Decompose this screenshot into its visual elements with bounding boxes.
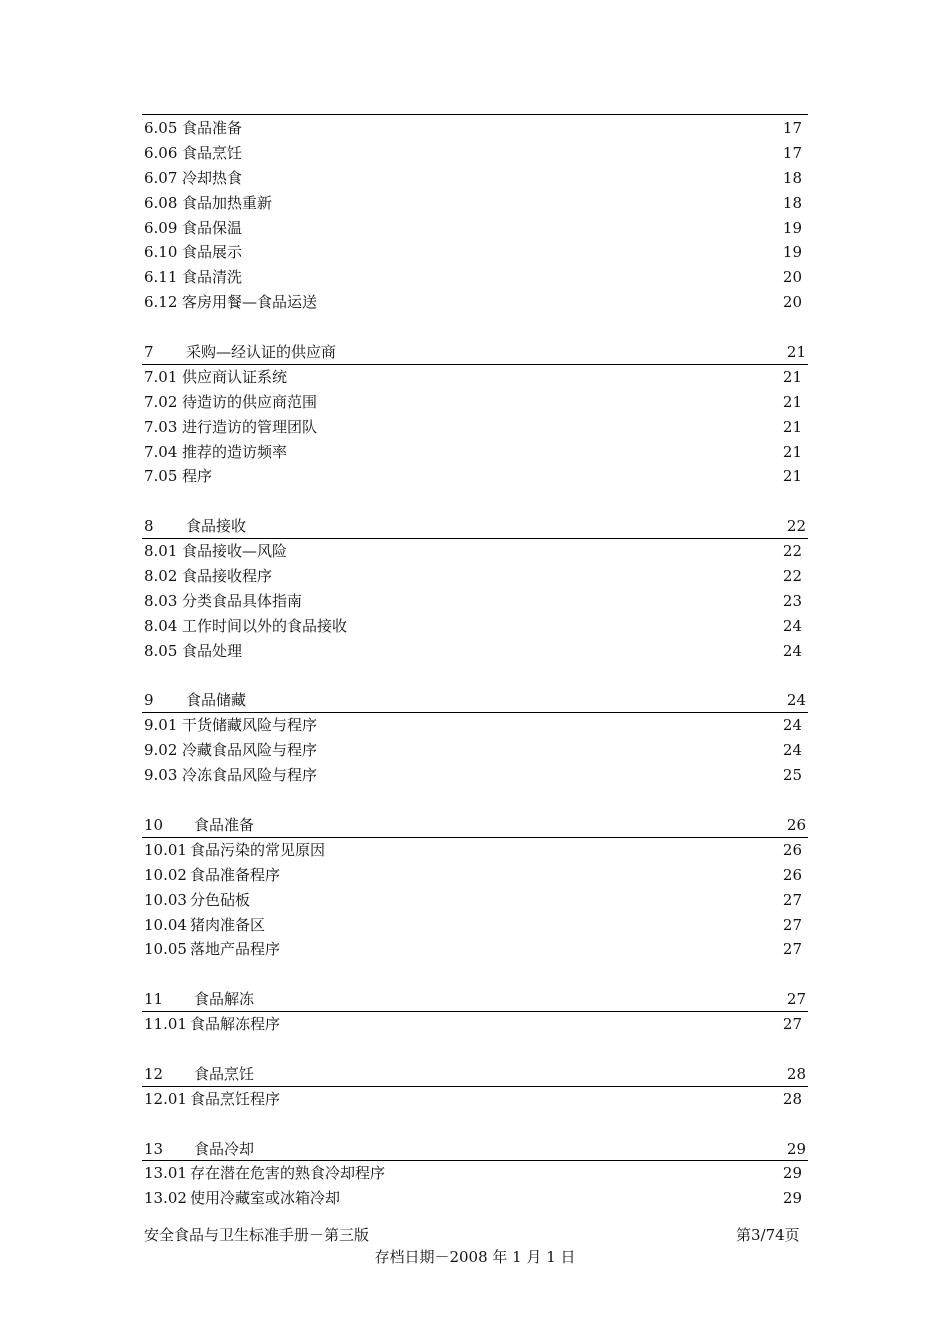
toc-title: 食品污染的常见原因 [190,840,326,859]
toc-page-number: 22 [782,542,802,561]
toc-section-row [142,987,808,1012]
toc-page-number: 21 [782,442,802,461]
toc-title: 食品烹饪程序 [190,1089,281,1108]
toc-number: 6.05 [144,119,178,137]
toc-number: 8.01 [144,542,178,561]
footer-page-number: 第3/74页 [736,1226,800,1244]
toc-section-row [142,340,808,365]
toc-page-number: 19 [782,218,802,237]
toc-number: 9.02 [144,741,178,760]
toc-page-number: 24 [782,741,802,760]
toc-page-number: 18 [782,168,802,187]
toc-section-row [142,688,808,713]
toc-title: 食品接收—风险 [182,542,288,561]
toc-title: 冷却热食 [182,168,243,187]
toc-title: 食品接收 [186,517,247,536]
toc-page-number: 29 [782,1189,802,1208]
toc-entry-row [142,216,808,241]
toc-title: 存在潜在危害的熟食冷却程序 [190,1164,386,1183]
toc-number: 8 [144,517,154,536]
toc-number: 12 [144,1064,164,1083]
toc-page-number: 23 [782,591,802,610]
toc-entry-row [142,589,808,614]
toc-entry-row [142,863,808,888]
toc-entry-row [142,888,808,913]
toc-title: 使用冷藏室或冰箱冷却 [190,1189,341,1208]
toc-section-row [142,1137,808,1162]
toc-entry-row [142,440,808,465]
toc-page-number: 27 [786,990,806,1009]
toc-entry-row [142,838,808,863]
toc-page-number: 21 [782,367,802,386]
toc-title: 分类食品具体指南 [182,591,303,610]
toc-title: 分色砧板 [190,890,251,909]
toc-entry-row [142,390,808,415]
toc-title: 食品加热重新 [182,193,273,212]
toc-page-number: 21 [782,392,802,411]
toc-title: 干货储藏风险与程序 [182,716,318,735]
toc-title: 供应商认证系统 [182,367,288,386]
toc-number: 12.01 [144,1089,187,1108]
toc-page-number: 17 [782,143,802,162]
toc-title: 食品接收程序 [182,567,273,586]
toc-title: 采购—经认证的供应商 [186,343,337,362]
toc-entry-row [142,713,808,738]
toc-page-number: 24 [782,716,802,735]
toc-title: 冷藏食品风险与程序 [182,741,318,760]
toc-entry-row [142,913,808,938]
toc-page-number: 25 [782,766,802,785]
toc-number: 9.03 [144,766,178,785]
toc-title: 食品解冻 [194,990,255,1009]
toc-title: 食品储藏 [186,691,247,710]
toc-number: 9 [144,691,154,710]
toc-entry-row [142,240,808,265]
toc-page-number: 22 [786,517,806,536]
toc-spacer [142,315,808,340]
toc-title: 食品解冻程序 [190,1015,281,1034]
toc-page-number: 17 [782,119,802,137]
toc-number: 7.03 [144,417,178,436]
toc-page-number: 20 [782,293,802,312]
toc-title: 推荐的造访频率 [182,442,288,461]
toc-title: 待造访的供应商范围 [182,392,318,411]
toc-title: 食品保温 [182,218,243,237]
toc-entry-row [142,265,808,290]
toc-number: 13.02 [144,1189,187,1208]
toc-number: 7.02 [144,392,178,411]
toc-page-number: 24 [786,691,806,710]
toc-entry-row [142,141,808,166]
toc-number: 13.01 [144,1164,187,1183]
toc-section-row [142,514,808,539]
toc-page-number: 18 [782,193,802,212]
toc-number: 10.04 [144,915,187,934]
toc-page-number: 27 [782,1015,802,1034]
toc-page-number: 24 [782,616,802,635]
toc-title: 食品准备 [194,815,255,834]
toc-number: 6.12 [144,293,178,312]
toc-page-number: 27 [782,890,802,909]
table-of-contents [142,116,808,1211]
toc-spacer [142,489,808,514]
toc-title: 食品烹饪 [182,143,243,162]
toc-entry-row [142,1186,808,1211]
toc-page-number: 29 [782,1164,802,1183]
toc-title: 客房用餐—食品运送 [182,293,318,312]
toc-entry-row [142,464,808,489]
toc-title: 程序 [182,467,213,486]
toc-title: 猪肉准备区 [190,915,266,934]
footer-archive-date: 存档日期－2008 年 1 月 1 日 [374,1248,576,1266]
footer-manual-title: 安全食品与卫生标准手册－第三版 [144,1226,370,1244]
toc-number: 10.03 [144,890,187,909]
toc-page-number: 20 [782,268,802,287]
toc-entry-row [142,290,808,315]
toc-number: 10.02 [144,865,187,884]
toc-entry-row [142,166,808,191]
toc-page-number: 27 [782,915,802,934]
toc-number: 7.01 [144,367,178,386]
toc-number: 8.04 [144,616,178,635]
toc-title: 落地产品程序 [190,940,281,959]
toc-title: 工作时间以外的食品接收 [182,616,348,635]
toc-page-number: 24 [782,641,802,660]
toc-number: 7.05 [144,467,178,486]
toc-title: 食品处理 [182,641,243,660]
toc-title: 进行造访的管理团队 [182,417,318,436]
toc-number: 7.04 [144,442,178,461]
toc-page-number: 28 [786,1064,806,1083]
toc-page-number: 28 [782,1089,802,1108]
toc-spacer [142,1112,808,1137]
toc-number: 6.07 [144,168,178,187]
toc-number: 8.05 [144,641,178,660]
toc-entry-row [142,564,808,589]
toc-number: 6.11 [144,268,178,287]
toc-spacer [142,962,808,987]
toc-spacer [142,1037,808,1062]
toc-number: 6.08 [144,193,178,212]
toc-page-number: 26 [786,815,806,834]
toc-title: 食品清洗 [182,268,243,287]
toc-page-number: 21 [786,343,806,362]
toc-page-number: 21 [782,417,802,436]
toc-number: 6.10 [144,243,178,262]
toc-entry-row [142,365,808,390]
toc-number: 7 [144,343,154,362]
toc-entry-row [142,937,808,962]
toc-title: 食品准备 [182,119,243,137]
toc-number: 9.01 [144,716,178,735]
toc-section-row [142,1062,808,1087]
toc-spacer [142,664,808,689]
toc-page-number: 19 [782,243,802,262]
toc-title: 食品准备程序 [190,865,281,884]
toc-entry-row [142,1087,808,1112]
toc-entry-row [142,415,808,440]
toc-number: 8.02 [144,567,178,586]
toc-entry-row [142,1161,808,1186]
toc-number: 6.09 [144,218,178,237]
toc-number: 10.01 [144,840,187,859]
toc-entry-row [142,191,808,216]
toc-page-number: 29 [786,1139,806,1158]
toc-spacer [142,788,808,813]
toc-number: 8.03 [144,591,178,610]
toc-number: 13 [144,1139,164,1158]
top-rule [142,114,808,115]
toc-page-number: 21 [782,467,802,486]
toc-title: 冷冻食品风险与程序 [182,766,318,785]
toc-page-number: 27 [782,940,802,959]
toc-number: 6.06 [144,143,178,162]
toc-number: 11.01 [144,1015,187,1034]
toc-entry-row [142,539,808,564]
toc-section-row [142,813,808,838]
toc-entry-row [142,614,808,639]
toc-entry-row [142,763,808,788]
toc-title: 食品冷却 [194,1139,255,1158]
toc-page-number: 26 [782,840,802,859]
toc-number: 10 [144,815,164,834]
toc-number: 11 [144,990,164,1009]
toc-entry-row [142,116,808,141]
toc-title: 食品烹饪 [194,1064,255,1083]
toc-entry-row [142,639,808,664]
toc-number: 10.05 [144,940,187,959]
toc-page-number: 26 [782,865,802,884]
toc-title: 食品展示 [182,243,243,262]
toc-entry-row [142,738,808,763]
toc-entry-row [142,1012,808,1037]
toc-page-number: 22 [782,567,802,586]
